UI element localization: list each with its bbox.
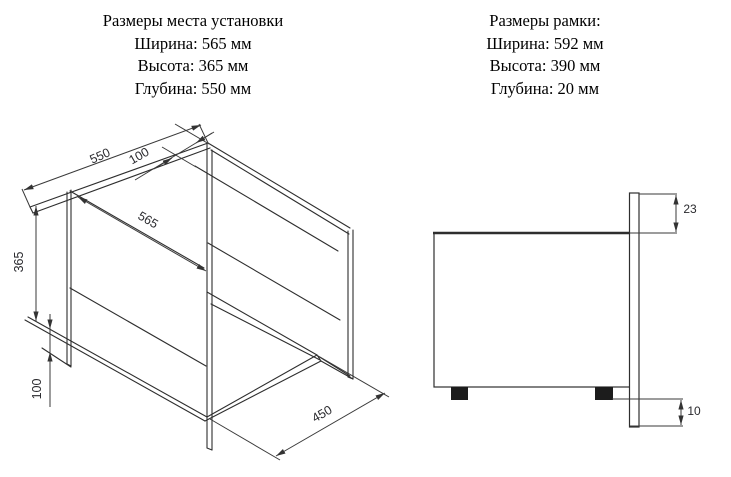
installation-depth-line: Глубина: 550 мм [134,78,252,98]
dim-label-shelf-depth-450: 450 [309,402,335,426]
dim-label-width-565: 565 [135,208,161,232]
frame-dimensions-title: Размеры рамки: [489,11,601,30]
dim-label-depth-550: 550 [87,145,113,167]
frame-side-view-drawing [433,193,639,427]
niche-isometric-drawing [25,143,353,450]
installation-dimensions-title: Размеры места установки [102,11,284,30]
dim-label-bottom-clearance-100: 100 [30,378,44,400]
frame-dimension-lines [612,194,683,426]
left-foot [451,387,468,400]
installation-width-line: Ширина: 565 мм [134,33,252,53]
frame-height-line: Высота: 390 мм [489,56,601,75]
dim-label-frame-top-23: 23 [683,202,697,216]
frame-bar [630,193,640,427]
dim-label-top-clearance-100: 100 [126,144,152,168]
frame-depth-line: Глубина: 20 мм [490,78,600,98]
dim-label-frame-bottom-10: 10 [687,404,701,418]
dim-label-height-365: 365 [12,251,26,273]
installation-height-line: Высота: 365 мм [137,56,249,75]
right-foot [595,387,613,400]
frame-width-line: Ширина: 592 мм [486,33,604,53]
